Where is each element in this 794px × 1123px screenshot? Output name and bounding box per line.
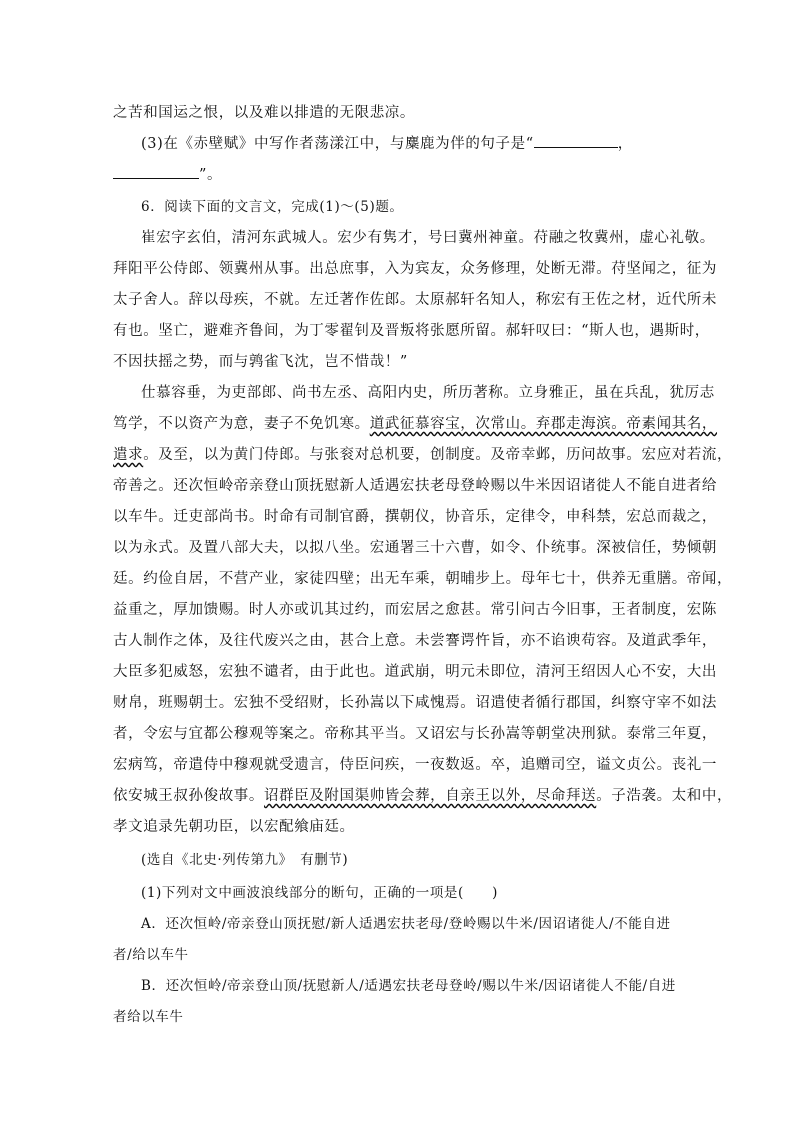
passage-line: 孝文追录先朝功臣，以宏配飨庙廷。	[113, 819, 355, 835]
question-3-close: ”。	[199, 167, 223, 183]
passage-text: 依安城王叔孙俊故事。	[113, 788, 264, 804]
passage-line: 仕慕容垂，为吏部郎、尚书左丞、高阳内史，所历著称。立身雅正，虽在兵乱，犹厉志	[141, 385, 715, 401]
passage-text: 。及至，以为黄门侍郎。与张衮对总机要，创制度。及帝幸邺，历问故事。宏应对若流，	[143, 447, 733, 463]
passage-line: 太子舍人。辞以母疾，不就。左迁著作佐郎。太原郝轩名知人，称宏有王佐之材，近代所未	[113, 292, 717, 308]
passage-line: 拜阳平公侍郎、领冀州从事。出总庶事，入为宾友，众务修理，处断无滞。苻坚闻之，征为	[113, 261, 717, 277]
source-citation: (选自《北史·列传第九》 有删节)	[141, 852, 349, 868]
text-line: 之苦和国运之恨，以及难以排遣的无限悲凉。	[113, 105, 415, 121]
answer-blank[interactable]	[534, 147, 618, 148]
underlined-sentence: 诏群臣及附国渠帅皆会葬，自亲王以外，尽命拜送	[264, 788, 597, 804]
passage-line: 大臣多犯威怒，宏独不谴者，由于此也。道武崩，明元未即位，清河王绍因人心不安，大出	[113, 664, 717, 680]
passage-line: 有也。坚亡，避难齐鲁间，为丁零翟钊及晋叛将张愿所留。郝轩叹曰：“斯人也，遇斯时，	[113, 323, 710, 339]
question-6-heading: 6．阅读下面的文言文，完成(1)～(5)题。	[141, 199, 404, 215]
question-3-line-2	[113, 165, 683, 185]
passage-line	[113, 414, 718, 434]
option-a[interactable]: A．还次恒岭/帝亲登山顶抚慰/新人适遇宏扶老母/登岭赐以牛米/因诏诸徙人/不能自进	[141, 916, 671, 932]
passage-line: 益重之，厚加馈赐。时人亦或讥其过约，而宏居之愈甚。常引问古今旧事，王者制度，宏陈	[113, 602, 717, 618]
passage-text: 笃学，不以资产为意，妻子不免饥寒。	[113, 416, 370, 432]
passage-line	[113, 445, 733, 465]
question-3-line	[141, 134, 683, 154]
question-3-text: (3)在《赤壁赋》中写作者荡漾江中，与麋鹿为伴的句子是“	[141, 136, 534, 152]
question-3-comma: ，	[617, 136, 633, 152]
passage-line: 古人制作之体，及往代废兴之由，甚合上意。未尝謇谔忤旨，亦不谄谀苟容。及道武季年，	[113, 633, 717, 649]
passage-line: 帝善之。还次恒岭帝亲登山顶抚慰新人适遇宏扶老母登岭赐以牛米因诏诸徙人不能自进者给	[113, 478, 717, 494]
option-a-continued: 者/给以车牛	[113, 947, 189, 963]
sub-question-1: (1)下列对文中画波浪线部分的断句，正确的一项是( )	[141, 885, 498, 901]
passage-line: 者，令宏与宜都公穆观等案之。帝称其平当。又诏宏与长孙嵩等朝堂决刑狱。泰常三年夏，	[113, 726, 717, 742]
option-b-continued: 者给以车牛	[113, 1009, 184, 1025]
passage-line: 财帛，班赐朝士。宏独不受绍财，长孙嵩以下咸愧焉。诏遣使者循行郡国，纠察守宰不如法	[113, 695, 717, 711]
passage-line	[113, 786, 733, 806]
passage-line: 廷。约俭自居，不营产业，家徒四壁；出无车乘，朝晡步上。母年七十，供养无重膳。帝闻，	[113, 571, 733, 587]
passage-line: 宏病笃，帝遣侍中穆观就受遗言，侍臣问疾，一夜数返。卒，追赠司空，谥文贞公。丧礼一	[113, 757, 717, 773]
passage-line: 以为永式。及置八部大夫，以拟八坐。宏通署三十六曹，如令、仆统事。深被信任，势倾朝	[113, 540, 717, 556]
option-b[interactable]: B．还次恒岭/帝亲登山顶/抚慰新人/适遇宏扶老母登岭/赐以牛米/因诏诸徙人不能/自进	[141, 978, 676, 994]
passage-line: 不因扶摇之势，而与鹑雀飞沈，岂不惜哉！”	[113, 354, 408, 370]
underlined-sentence: 道武征慕容宝，次常山。弃郡走海滨。帝素闻其名，	[369, 416, 718, 432]
passage-text: 。子浩袭。太和中，	[596, 788, 733, 804]
underlined-sentence: 遣求	[113, 447, 144, 463]
passage-line: 崔宏字玄伯，清河东武城人。宏少有隽才，号曰冀州神童。苻融之牧冀州，虚心礼敬。	[141, 230, 715, 246]
passage-line: 以车牛。迁吏部尚书。时命有司制官爵，撰朝仪，协音乐，定律令，申科禁，宏总而裁之，	[113, 509, 717, 525]
answer-blank[interactable]	[113, 178, 199, 179]
